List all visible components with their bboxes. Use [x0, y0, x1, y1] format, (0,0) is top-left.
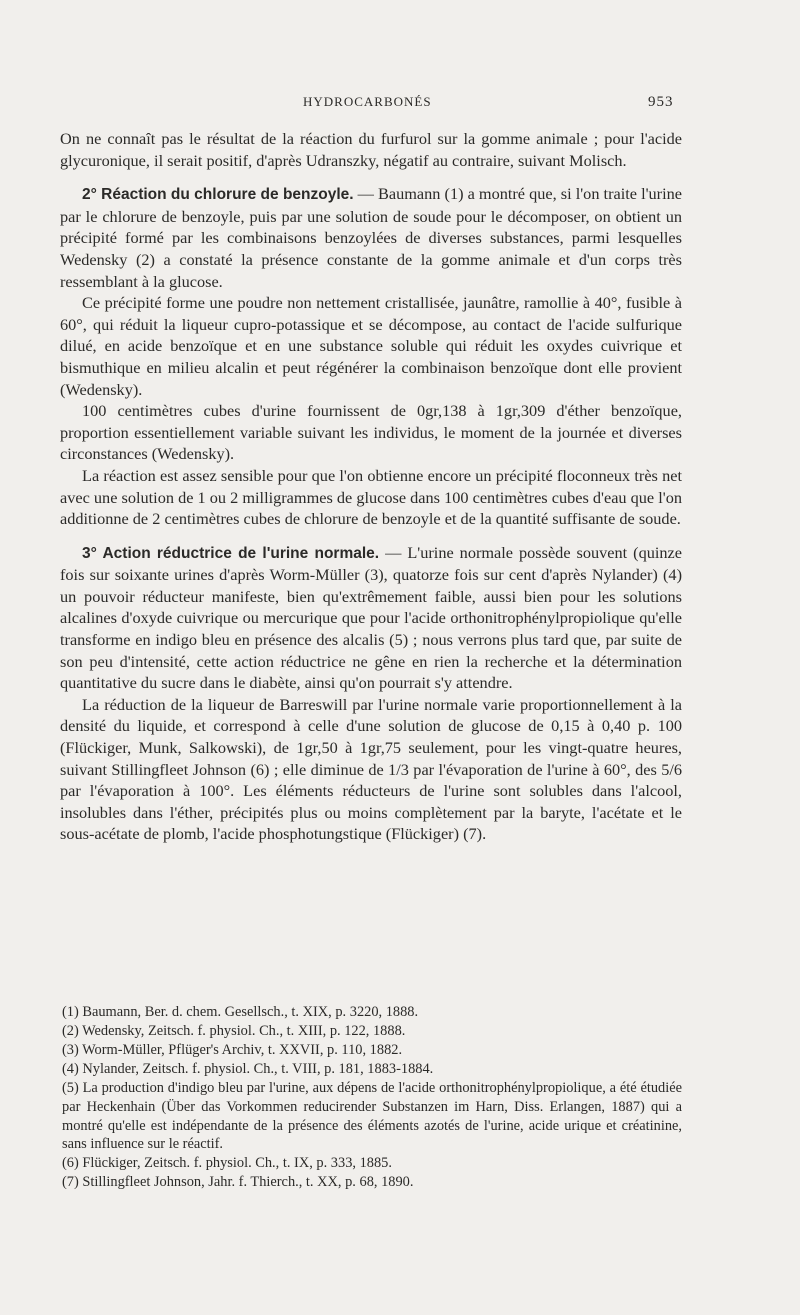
footnote-5: (5) La production d'indigo bleu par l'urine, aux dépens de l'acide orthonitrophénylpropiolique, a été étudiée par Heckenhain (Über das Vorkommen reducirender Substanzen im Harn, Diss. Erlangen, 1887) qui a montré qu'elle est indépendante de la présence des éléments azotés de l'urine, acide urique et créatinine, sans influence sur le réactif.: [62, 1080, 682, 1153]
section-heading-reducing: 3° Action réductrice de l'urine normale.: [82, 544, 380, 562]
paragraph-urine-yield: 100 centimètres cubes d'urine fournissent de 0gr,138 à 1gr,309 d'éther benzoïque, proportion essentiellement variable suivant les individus, le moment de la journée et diverses circonstances (Wedensky).: [60, 401, 682, 464]
main-text: [60, 128, 682, 845]
footnote-4: (4) Nylander, Zeitsch. f. physiol. Ch., t. VIII, p. 181, 1883-1884.: [62, 1061, 434, 1078]
paragraph-precipitate: Ce précipité forme une poudre non nettement cristallisée, jaunâtre, ramollie à 40°, fusible à 60°, qui réduit la liqueur cupro-potassique et se décompose, au contact de l'acide sulfurique dilué, en acide benzoïque et en une substance soluble qui réduit les oxydes cuivrique et bismuthique en milieu alcalin et peut régénérer la combinaison benzoïque dont elle provient (Wedensky).: [60, 293, 682, 399]
footnote-3: (3) Worm-Müller, Pflüger's Archiv, t. XXVII, p. 110, 1882.: [62, 1042, 403, 1059]
paragraph-sensitivity: La réaction est assez sensible pour que l'on obtienne encore un précipité floconneux très net avec une solution de 1 ou 2 milligrammes de glucose dans 100 centimètres cubes d'eau que l'on additionne de 2 centimètres cubes de chlorure de benzoyle et de la quantité suffisante de soude.: [60, 465, 682, 529]
section-text-benzoyl: — Baumann (1) a montré que, si l'on traite l'urine par le chlorure de benzoyle, puis par une solution de soude pour le décomposer, on obtient un précipité formé par les combinaisons benzoylées de diverses substances, parmi lesquelles Wedensky (2) a constaté la présence constante de la gomme animale et d'un corps très ressemblant à la glucose.: [60, 184, 682, 291]
section-reducing-action: [60, 542, 682, 694]
footnote-7: (7) Stillingfleet Johnson, Jahr. f. Thierch., t. XX, p. 68, 1890.: [62, 1174, 414, 1191]
footnote-2: (2) Wedensky, Zeitsch. f. physiol. Ch., t. XIII, p. 122, 1888.: [62, 1023, 406, 1040]
footnotes: [62, 1003, 682, 1192]
paragraph-barreswill: La réduction de la liqueur de Barreswill par l'urine normale varie proportionnellement à la densité du liquide, et correspond à celle d'une solution de glucose de 0,15 à 0,40 p. 100 (Flückiger, Munk, Salkowski), de 1gr,50 à 1gr,75 seulement, pour les vingt-quatre heures, suivant Stillingfleet Johnson (6) ; elle diminue de 1/3 par l'évaporation de l'urine à 60°, des 5/6 par l'évaporation à 100°. Les éléments réducteurs de l'urine sont solubles dans l'alcool, insolubles dans l'éther, précipités plus ou moins complètement par la baryte, l'acétate et le sous-acétate de plomb, l'acide phosphotungstique (Flückiger) (7).: [60, 694, 682, 844]
footnote-6: (6) Flückiger, Zeitsch. f. physiol. Ch., t. IX, p. 333, 1885.: [62, 1155, 392, 1172]
running-title: HYDROCARBONÉS: [303, 94, 432, 109]
page-number: 953: [648, 94, 674, 110]
page-header: [0, 94, 800, 114]
section-heading-benzoyl: 2° Réaction du chlorure de benzoyle.: [82, 186, 354, 204]
paragraph-furfurol: On ne connaît pas le résultat de la réaction du furfurol sur la gomme animale ; pour l'acide glycuronique, il serait positif, d'après Udranszky, négatif au contraire, suivant Molisch.: [60, 129, 682, 170]
section-text-reducing: — L'urine normale possède souvent (quinze fois sur soixante urines d'après Worm-Müller (3), quatorze fois sur cent d'après Nylander) (4) un pouvoir réducteur manifeste, bien qu'extrêmement faible, aussi bien pour les solutions alcalines d'oxyde cuivrique ou mercurique que pour l'acide orthonitrophénylpropiolique qu'elle transforme en indigo bleu en présence des alcalis (5) ; nous verrons plus tard que, par suite de son peu d'intensité, cette action réductrice ne gêne en rien la recherche et la détermination quantitative du sucre dans le diabète, ainsi qu'on pourrait s'y attendre.: [60, 542, 682, 693]
footnote-1: (1) Baumann, Ber. d. chem. Gesellsch., t. XIX, p. 3220, 1888.: [62, 1004, 419, 1020]
section-benzoyl-chloride: [60, 183, 682, 292]
